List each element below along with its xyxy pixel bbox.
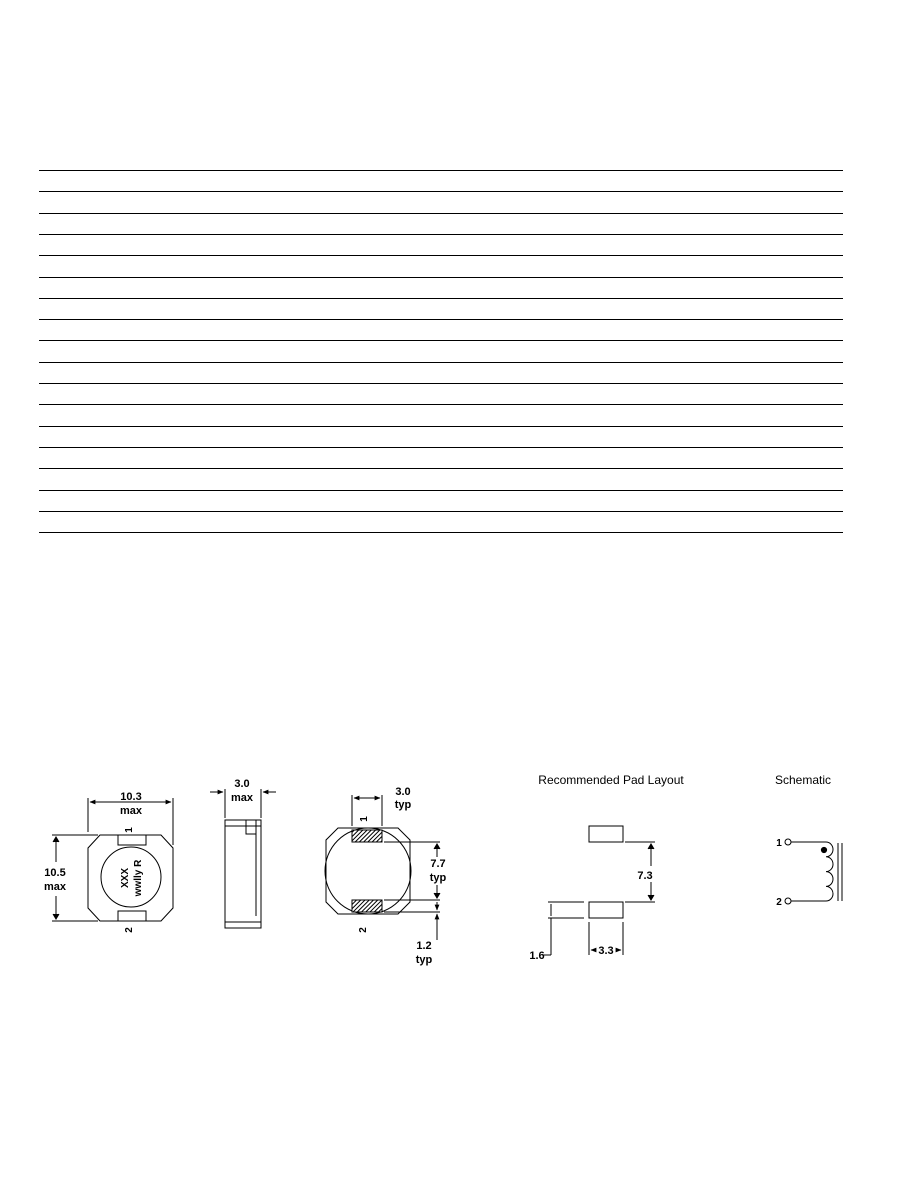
schematic-terminal-1 bbox=[785, 839, 791, 845]
top-marking-line-2: wwlly R bbox=[133, 859, 144, 897]
bottom-terminal-span-value: 7.7 bbox=[430, 858, 446, 870]
top-view-core bbox=[101, 847, 161, 907]
top-view bbox=[52, 798, 173, 921]
top-marking-line-1: XXX bbox=[120, 867, 131, 889]
top-width-unit: max bbox=[119, 805, 143, 817]
bottom-terminal-length-unit: typ bbox=[415, 954, 433, 966]
top-height-value: 10.5 bbox=[44, 867, 66, 879]
bottom-terminal-span-unit: typ bbox=[429, 872, 447, 884]
schematic-polarity-dot bbox=[821, 847, 826, 852]
side-view bbox=[210, 789, 276, 928]
schematic-title: Schematic bbox=[774, 773, 832, 787]
bottom-terminal-1 bbox=[352, 830, 382, 842]
side-thickness-unit: max bbox=[230, 792, 254, 804]
bottom-view bbox=[325, 795, 440, 940]
schematic-pin-2-label: 2 bbox=[776, 897, 782, 908]
bottom-terminal-2 bbox=[352, 900, 382, 912]
schematic-coil bbox=[826, 842, 833, 901]
top-pin-1-label: 1 bbox=[124, 827, 135, 833]
top-width-value: 10.3 bbox=[120, 791, 142, 803]
side-thickness-value: 3.0 bbox=[234, 778, 250, 790]
top-view-tab-1 bbox=[118, 835, 146, 845]
schematic-pin-1-label: 1 bbox=[776, 838, 782, 849]
schematic-terminal-2 bbox=[785, 898, 791, 904]
bottom-pin-2-label: 2 bbox=[358, 927, 369, 933]
pad-span-value: 7.3 bbox=[637, 870, 653, 882]
pad-height-value: 1.6 bbox=[529, 950, 545, 962]
pad-2 bbox=[589, 902, 623, 918]
pad-layout bbox=[543, 826, 655, 955]
pad-width-value: 3.3 bbox=[598, 945, 614, 957]
bottom-pin-1-label: 1 bbox=[359, 816, 370, 822]
side-view-terminal bbox=[246, 820, 256, 834]
top-pin-2-label: 2 bbox=[124, 927, 135, 933]
bottom-terminal-width-value: 3.0 bbox=[395, 786, 411, 798]
top-height-unit: max bbox=[43, 881, 67, 893]
top-view-tab-2 bbox=[118, 911, 146, 921]
pad-layout-title: Recommended Pad Layout bbox=[538, 773, 684, 787]
pad-1 bbox=[589, 826, 623, 842]
schematic-symbol bbox=[785, 839, 842, 904]
bottom-terminal-length-value: 1.2 bbox=[416, 940, 432, 952]
bottom-terminal-width-unit: typ bbox=[394, 799, 412, 811]
